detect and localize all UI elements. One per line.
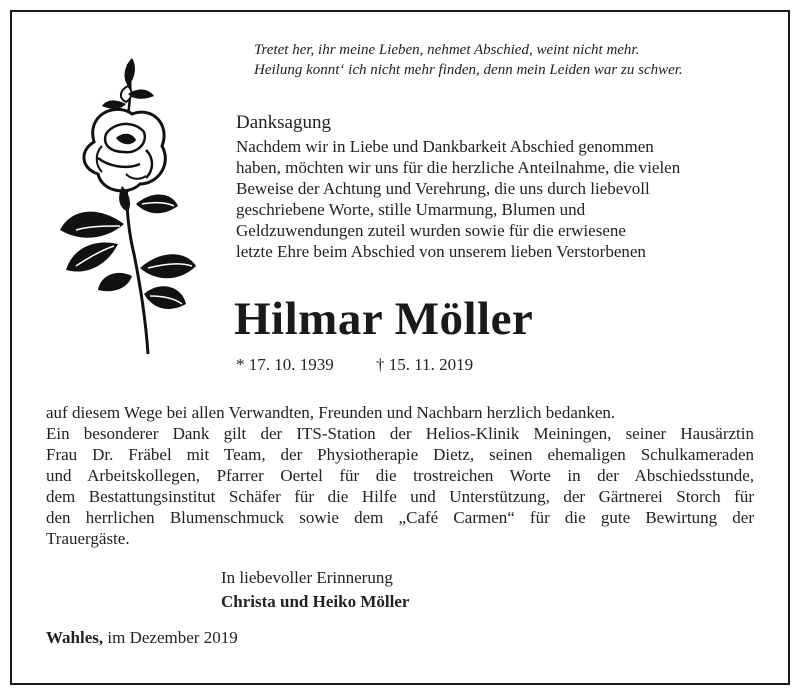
poem-line-1: Tretet her, ihr meine Lieben, nehmet Abschied, weint nicht mehr. [254,42,640,58]
body-line: dem Bestattungsinstitut Schäfer für die Hilfe und Unterstützung, der Gärtnerei Storch für [46,487,754,506]
body-line: Trauergäste. [46,529,130,548]
intro-line: geschriebene Worte, stille Umarmung, Blumen und [236,200,586,219]
deceased-name: Hilmar Möller [234,293,534,345]
place-town: Wahles, [46,628,104,647]
intro-line: Geldzuwendungen zuteil wurden sowie für die erwiesene [236,221,626,240]
intro-line: haben, möchten wir uns für die herzliche Anteilnahme, die vielen [236,158,681,177]
body-line: den herrlichen Blumenschmuck sowie dem „Café Carmen“ für die gute Bewirtung der [46,508,754,527]
intro-paragraph [236,136,766,262]
body-line: Ein besonderer Dank gilt der ITS-Station der Helios-Klinik Meiningen, seiner Hausärztin [46,424,754,443]
poem-line-2: Heilung konnt‘ ich nicht mehr finden, denn mein Leiden war zu schwer. [254,62,683,78]
thanks-body [46,402,754,549]
body-line: auf diesem Wege bei allen Verwandten, Freunden und Nachbarn herzlich bedanken. [46,403,616,422]
body-line: Frau Dr. Fräbel mit Team, der Physiotherapie Dietz, seinen ehemaligen Schulkameraden [46,445,754,464]
life-dates [236,355,473,375]
death-date: † 15. 11. 2019 [376,355,474,374]
place-date: im Dezember 2019 [103,628,238,647]
poem-verse [254,40,774,80]
body-line: und Arbeitskollegen, Pfarrer Oertel für die trostreichen Worte in der Abschiedsstunde, [46,466,754,485]
rose-icon [36,54,206,364]
signers: Christa und Heiko Möller [221,592,410,611]
birth-date: * 17. 10. 1939 [236,355,334,374]
intro-line: Beweise der Achtung und Verehrung, die uns durch liebevoll [236,179,650,198]
place-and-date [46,628,238,648]
closing-phrase: In liebevoller Erinnerung [221,568,393,587]
intro-line: Nachdem wir in Liebe und Dankbarkeit Abschied genommen [236,137,654,156]
thanks-heading: Danksagung [236,112,331,133]
intro-line: letzte Ehre beim Abschied von unserem lieben Verstorbenen [236,242,646,261]
closing-block [221,566,409,614]
